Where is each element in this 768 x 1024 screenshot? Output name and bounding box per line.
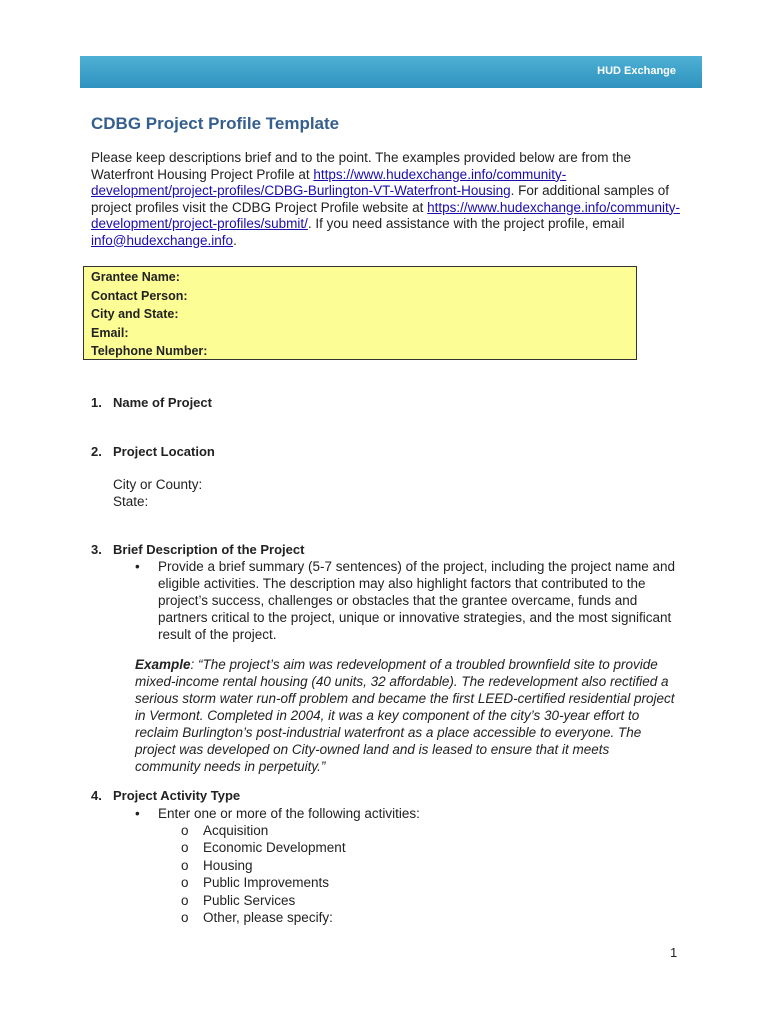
document-title: CDBG Project Profile Template (91, 114, 340, 133)
project-profile-submit-link[interactable]: https://www.hudexchange.info/community-development/project-profiles/submit/ (91, 199, 681, 231)
page-number: 1 (670, 945, 678, 960)
section-1-heading (91, 395, 212, 410)
activity-label: Public Improvements (203, 875, 330, 890)
example-paragraph (135, 656, 675, 775)
sub-bullet-icon: o (181, 910, 189, 925)
activity-label: Acquisition (203, 823, 269, 838)
telephone-label: Telephone Number: (91, 344, 208, 358)
activity-item-acquisition (181, 822, 268, 839)
activity-label: Other, please specify: (203, 910, 333, 925)
section-3-heading (91, 542, 304, 557)
description-bullet (135, 558, 680, 643)
email-link[interactable]: info@hudexchange.info (91, 232, 234, 248)
activity-item-housing (181, 857, 253, 874)
section-2-heading (91, 444, 215, 459)
sub-bullet-icon: o (181, 823, 189, 838)
activity-item-public-services (181, 892, 295, 909)
section-label: Project Location (113, 444, 215, 459)
activity-item-other (181, 909, 333, 926)
section-number: 2. (91, 444, 102, 459)
activity-label: Housing (203, 858, 253, 873)
sub-bullet-icon: o (181, 858, 189, 873)
bullet-icon: • (135, 559, 140, 574)
waterfront-housing-link[interactable]: https://www.hudexchange.info/community-development/project-profiles/CDBG-Burlington-VT-Waterfront-Housing (91, 166, 567, 198)
section-number: 4. (91, 788, 102, 803)
section-label: Brief Description of the Project (113, 542, 305, 557)
grantee-name-label: Grantee Name: (91, 270, 180, 284)
contact-person-label: Contact Person: (91, 288, 188, 303)
bullet-text: Enter one or more of the following activities: (158, 806, 420, 821)
sub-bullet-icon: o (181, 893, 189, 908)
intro-paragraph (91, 150, 691, 249)
section-number: 3. (91, 542, 102, 557)
brand-label: HUD Exchange (597, 65, 676, 77)
intro-text-2: . For additional samples of project profiles visit the CDBG Project Profile website at (91, 183, 670, 215)
header-bar (80, 56, 702, 88)
activity-item-economic-development (181, 839, 346, 856)
bullet-text: Provide a brief summary (5-7 sentences) of the project, including the project name and eligible activities. The description may also highlight factors that contributed to the project’s success, challenges or obstacles that the grantee overcame, funds and partners critical to the project, unique or innovative strategies, and the most significant result of the project. (158, 559, 676, 642)
state-label: State: (113, 494, 149, 509)
activity-label: Public Services (203, 893, 296, 908)
example-text: : “The project’s aim was redevelopment of a troubled brownfield site to provide mixed-income rental housing (40 units, 32 affordable). The redevelopment also rectified a serious storm water run-off problem and became the first LEED-certified residential project in Vermont. Completed in 2004, it was a key component of the city’s 30-year effort to reclaim Burlington’s post-industrial waterfront as a place accessible to everyone. The project was developed on City-owned land and is leased to ensure that it meets community needs in perpetuity.” (135, 657, 675, 774)
section-4-heading (91, 788, 240, 803)
section-label: Name of Project (113, 395, 212, 410)
section-number: 1. (91, 395, 102, 410)
section-label: Project Activity Type (113, 788, 241, 803)
sub-bullet-icon: o (181, 875, 189, 890)
intro-text-4: . (233, 232, 237, 248)
city-state-label: City and State: (91, 307, 179, 321)
example-label: Example (135, 657, 191, 672)
intro-text-3: . If you need assistance with the project profile, email (307, 216, 625, 231)
activity-bullet (135, 805, 680, 822)
activity-label: Economic Development (203, 840, 346, 855)
activity-item-public-improvements (181, 874, 329, 891)
city-county-label: City or County: (113, 477, 203, 492)
grantee-info-box (83, 266, 637, 360)
email-label: Email: (91, 325, 129, 340)
bullet-icon: • (135, 806, 140, 821)
sub-bullet-icon: o (181, 840, 189, 855)
intro-text-1: Please keep descriptions brief and to the point. The examples provided below are from the Waterfront Housing Project Profile at (91, 150, 632, 182)
